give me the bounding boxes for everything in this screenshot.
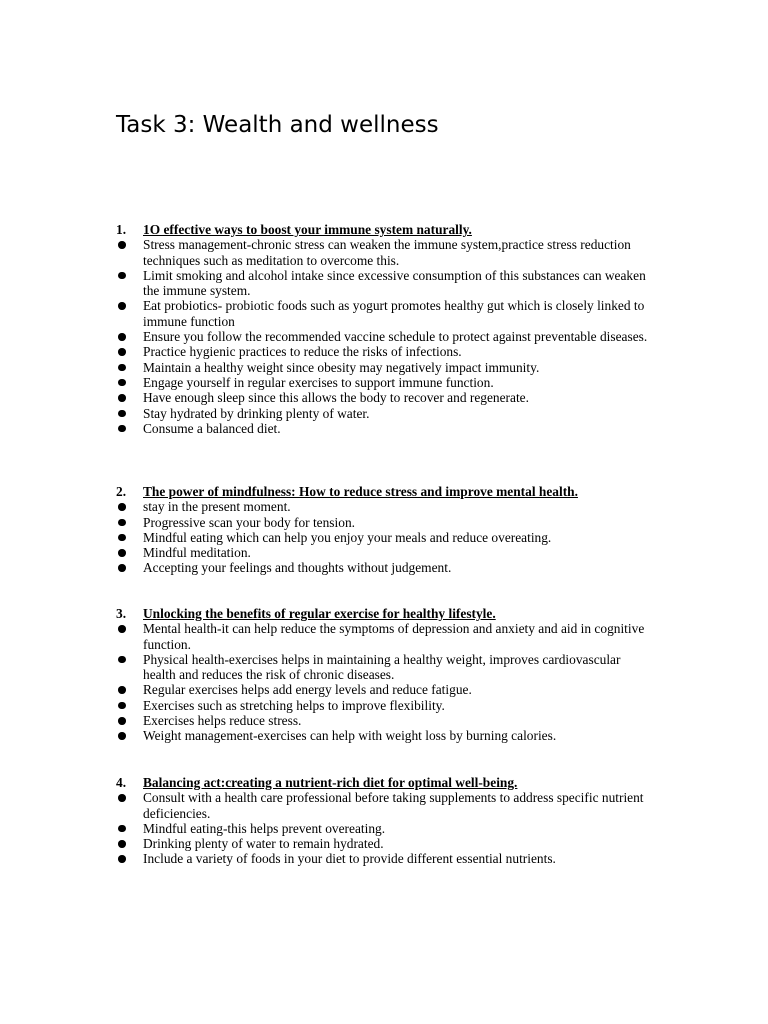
- list-item: [116, 621, 656, 652]
- list-item: [116, 499, 656, 514]
- list-item-text: Practice hygienic practices to reduce the risks of infections.: [143, 344, 462, 360]
- bullet-list: [116, 790, 656, 866]
- list-item: [116, 298, 656, 329]
- section-heading-text: Unlocking the benefits of regular exercise for healthy lifestyle.: [143, 606, 496, 621]
- list-item: [116, 375, 656, 390]
- list-item-text: Weight management-exercises can help with weight loss by burning calories.: [143, 728, 557, 744]
- list-item: [116, 390, 656, 405]
- list-item-text: Mindful meditation.: [143, 545, 251, 561]
- section-heading: [116, 606, 656, 621]
- section-heading: [116, 484, 656, 499]
- list-item-text: Exercises such as stretching helps to improve flexibility.: [143, 697, 445, 713]
- list-item: [116, 545, 656, 560]
- list-item-text: Have enough sleep since this allows the body to recover and regenerate.: [143, 390, 529, 406]
- list-item-text: Consume a balanced diet.: [143, 420, 281, 436]
- list-item: [116, 406, 656, 421]
- list-item: [116, 344, 656, 359]
- list-item-text: Mental health-it can help reduce the symptoms of depression and anxiety and aid in cognitive function.: [143, 621, 645, 652]
- list-item: [116, 360, 656, 375]
- list-item-text: Eat probiotics- probiotic foods such as yogurt promotes healthy gut which is closely linked to immune function: [143, 298, 645, 329]
- list-item: [116, 560, 656, 575]
- bullet-icon: [118, 241, 126, 249]
- bullet-icon: [118, 503, 126, 511]
- bullet-icon: [118, 840, 126, 848]
- bullet-icon: [118, 333, 126, 341]
- list-item: [116, 237, 656, 268]
- list-item-text: Regular exercises helps add energy levels and reduce fatigue.: [143, 682, 472, 698]
- list-item: [116, 790, 656, 821]
- list-item-text: stay in the present moment.: [143, 499, 291, 515]
- bullet-icon: [118, 394, 126, 402]
- list-item: [116, 713, 656, 728]
- bullet-icon: [118, 364, 126, 372]
- bullet-icon: [118, 794, 126, 802]
- bullet-icon: [118, 549, 126, 557]
- list-item-text: Stress management-chronic stress can weaken the immune system,practice stress reduction techniques such as meditation to overcome this.: [143, 237, 631, 268]
- bullet-icon: [118, 656, 126, 664]
- bullet-icon: [118, 717, 126, 725]
- section-number: 4.: [116, 775, 127, 790]
- section-number: 3.: [116, 606, 127, 621]
- bullet-icon: [118, 410, 126, 418]
- list-item: [116, 821, 656, 836]
- list-item-text: Stay hydrated by drinking plenty of water.: [143, 405, 370, 421]
- list-item-text: Ensure you follow the recommended vaccine schedule to protect against preventable diseases.: [143, 329, 648, 345]
- bullet-icon: [118, 702, 126, 710]
- list-item-text: Include a variety of foods in your diet to provide different essential nutrients.: [143, 851, 556, 867]
- bullet-icon: [118, 564, 126, 572]
- section-mindfulness: [116, 484, 656, 576]
- section-number: 1.: [116, 222, 127, 237]
- bullet-icon: [118, 425, 126, 433]
- list-item: [116, 698, 656, 713]
- bullet-icon: [118, 732, 126, 740]
- bullet-icon: [118, 686, 126, 694]
- bullet-list: [116, 621, 656, 743]
- section-heading-text: Balancing act:creating a nutrient-rich diet for optimal well-being.: [143, 775, 518, 790]
- list-item-text: Physical health-exercises helps in maintaining a healthy weight, improves cardiovascular health and reduces the risk of chronic diseases.: [143, 651, 621, 683]
- bullet-list: [116, 499, 656, 575]
- list-item: [116, 836, 656, 851]
- list-item-text: Consult with a health care professional before taking supplements to address specific nutrient deficiencies.: [143, 790, 644, 821]
- list-item-text: Progressive scan your body for tension.: [143, 514, 355, 530]
- list-item: [116, 421, 656, 436]
- bullet-icon: [118, 534, 126, 542]
- bullet-list: [116, 237, 656, 436]
- list-item-text: Maintain a healthy weight since obesity may negatively impact immunity.: [143, 359, 540, 375]
- list-item-text: Drinking plenty of water to remain hydrated.: [143, 836, 384, 852]
- bullet-icon: [118, 855, 126, 863]
- list-item-text: Exercises helps reduce stress.: [143, 713, 302, 729]
- bullet-icon: [118, 825, 126, 833]
- list-item-text: Mindful eating which can help you enjoy your meals and reduce overeating.: [143, 529, 552, 545]
- list-item: [116, 268, 656, 299]
- section-number: 2.: [116, 484, 127, 499]
- bullet-icon: [118, 379, 126, 387]
- bullet-icon: [118, 272, 126, 280]
- section-nutrition: [116, 775, 656, 867]
- bullet-icon: [118, 519, 126, 527]
- list-item-text: Mindful eating-this helps prevent overeating.: [143, 820, 386, 836]
- bullet-icon: [118, 348, 126, 356]
- section-heading: [116, 222, 656, 237]
- section-heading: [116, 775, 656, 790]
- document-title: Task 3: Wealth and wellness: [116, 112, 439, 138]
- bullet-icon: [118, 302, 126, 310]
- section-immune-system: [116, 222, 656, 436]
- list-item-text: Accepting your feelings and thoughts without judgement.: [143, 560, 452, 576]
- list-item-text: Limit smoking and alcohol intake since excessive consumption of this substances can weaken the immune system.: [143, 267, 646, 299]
- bullet-icon: [118, 625, 126, 633]
- section-exercise: [116, 606, 656, 744]
- list-item: [116, 515, 656, 530]
- section-heading-text: 1O effective ways to boost your immune system naturally.: [143, 222, 472, 237]
- section-heading-text: The power of mindfulness: How to reduce stress and improve mental health.: [143, 484, 578, 499]
- list-item-text: Engage yourself in regular exercises to support immune function.: [143, 374, 494, 390]
- list-item: [116, 851, 656, 866]
- list-item: [116, 329, 656, 344]
- list-item: [116, 652, 656, 683]
- list-item: [116, 530, 656, 545]
- list-item: [116, 728, 656, 743]
- list-item: [116, 682, 656, 697]
